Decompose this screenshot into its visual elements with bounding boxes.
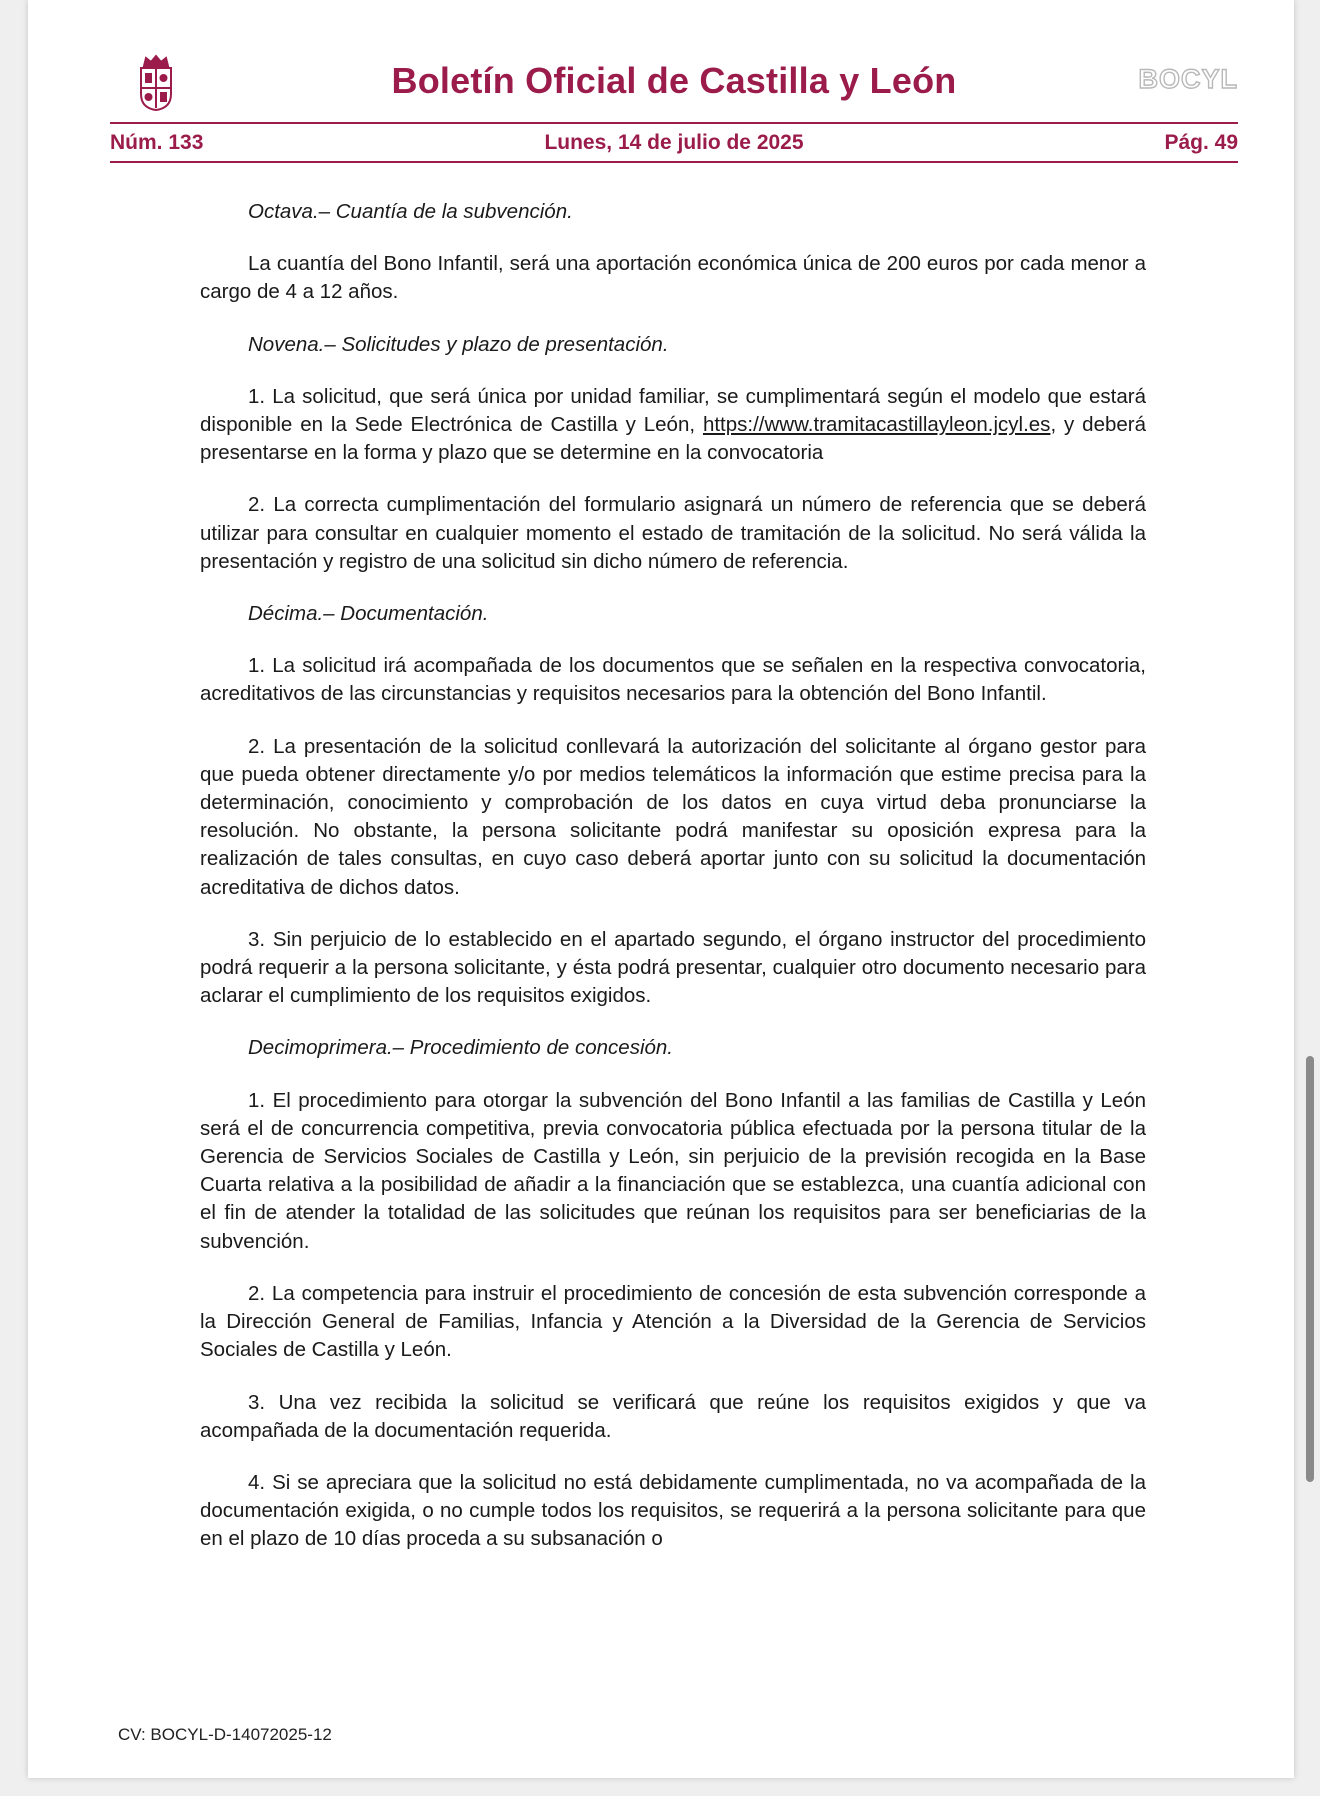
bulletin-date: Lunes, 14 de julio de 2025 <box>544 131 804 154</box>
document-page <box>28 0 1294 1778</box>
bulletin-number: Núm. 133 <box>110 131 204 154</box>
vertical-scrollbar[interactable] <box>1306 1056 1314 1482</box>
section-heading-decimoprimera: Decimoprimera.– Procedimiento de concesión. <box>248 1036 674 1060</box>
sede-electronica-link[interactable]: https://www.tramitacastillayleon.jcyl.es <box>702 413 1051 437</box>
paragraph: 2. La presentación de la solicitud conllevará la autorización del solicitante al órgano gestor para que pueda obtener directamente y/o por medios telemáticos la información que estime precisa para la determinación, conocimiento y comprobación de los datos en cuya virtud deba pronunciarse la resolución. No obstante, la persona solicitante podrá manifestar su oposición expresa para la realización de tales consultas, en cuyo caso deberá aportar junto con su solicitud la documentación acreditativa de dichos datos. <box>200 734 1146 899</box>
bocyl-logo: BOCYL <box>1138 64 1238 94</box>
paragraph <box>200 383 1146 468</box>
bulletin-meta-row <box>110 131 1238 157</box>
cv-code: CV: BOCYL-D-14072025-12 <box>118 1725 332 1744</box>
header-divider-bottom <box>110 161 1238 163</box>
section-heading-decima: Décima.– Documentación. <box>248 602 489 626</box>
paragraph: 1. El procedimiento para otorgar la subvención del Bono Infantil a las familias de Castilla y León será el de concurrencia competitiva, previa convocatoria pública efectuada por la persona titular de la Gerencia de Servicios Sociales de Castilla y León, sin perjuicio de la previsión recogida en la Base Cuarta relativa a la posibilidad de añadir a la financiación que se establezca, una cuantía adicional con el fin de atender la totalidad de las solicitudes que reúnan los requisitos para ser beneficiarias de la subvención. <box>200 1088 1146 1253</box>
paragraph: La cuantía del Bono Infantil, será una aportación económica única de 200 euros por cada menor a cargo de 4 a 12 años. <box>200 252 1146 304</box>
paragraph-text: 1. La solicitud, que será única por unidad familiar, se cumplimentará según el modelo que estará disponible en la Sede Electrónica de Castilla y León, <box>200 384 1146 437</box>
paragraph: 3. Sin perjuicio de lo establecido en el apartado segundo, el órgano instructor del procedimiento podrá requerir a la persona solicitante, y ésta podrá presentar, cualquier otro documento necesario para aclarar el cumplimiento de los requisitos exigidos. <box>200 927 1146 1008</box>
section-heading-octava: Octava.– Cuantía de la subvención. <box>248 200 573 223</box>
page-number: Pág. 49 <box>1164 131 1238 154</box>
bulletin-header <box>110 40 1238 154</box>
paragraph: 4. Si se apreciara que la solicitud no está debidamente cumplimentada, no va acompañada de la documentación exigida, o no cumple todos los requisitos, se requerirá a la persona solicitante para que en el plazo de 10 días proceda a su subsanación o <box>200 1470 1146 1551</box>
section-heading-novena: Novena.– Solicitudes y plazo de presentación. <box>248 332 669 356</box>
paragraph: 2. La correcta cumplimentación del formulario asignará un número de referencia que se deberá utilizar para consultar en cualquier momento el estado de tramitación de la solicitud. No será válida la presentación y registro de una solicitud sin dicho número de referencia. <box>200 493 1146 573</box>
paragraph: 2. La competencia para instruir el procedimiento de concesión de esta subvención corresponde a la Dirección General de Familias, Infancia y Atención a la Diversidad de la Gerencia de Servicios Sociales de Castilla y León. <box>200 1281 1146 1362</box>
document-body <box>200 198 1146 1578</box>
paragraph: 1. La solicitud irá acompañada de los documentos que se señalen en la respectiva convocatoria, acreditativos de las circunstancias y requisitos necesarios para la obtención del Bono Infantil. <box>200 654 1146 706</box>
header-divider-top <box>110 122 1238 124</box>
bulletin-title: Boletín Oficial de Castilla y León <box>391 60 957 101</box>
paragraph-text: , y deberá presentarse en la forma y plazo que se determine en la convocatoria <box>200 413 1146 465</box>
paragraph: 3. Una vez recibida la solicitud se verificará que reúne los requisitos exigidos y que va acompañada de la documentación requerida. <box>200 1390 1146 1442</box>
